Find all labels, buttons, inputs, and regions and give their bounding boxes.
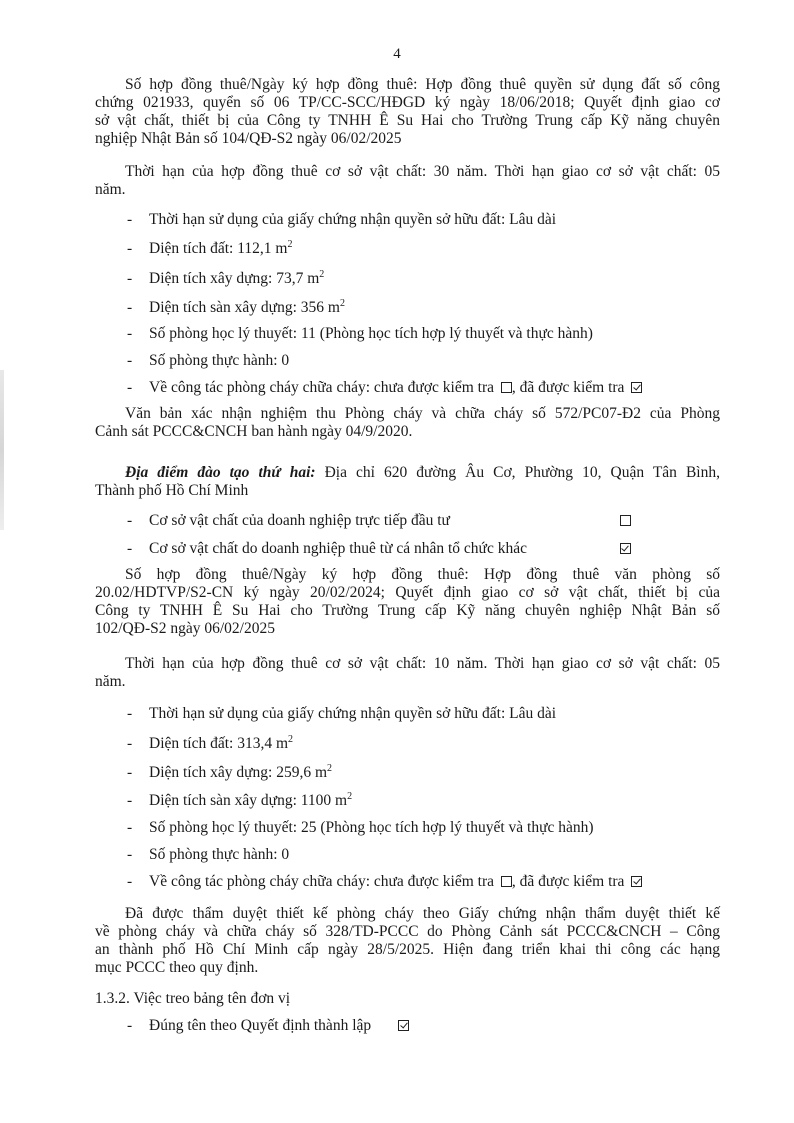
- site2-approval-line-1: Đã được thẩm duyệt thiết kế phòng cháy theo Giấy chứng nhận thẩm duyệt thiết kế: [125, 905, 720, 922]
- site1-theory-rooms: - Số phòng học lý thuyết: 11 (Phòng học tích hợp lý thuyết và thực hành): [127, 325, 593, 342]
- unchecked-box-icon: [501, 876, 512, 887]
- section-132-title: 1.3.2. Việc treo bảng tên đơn vị: [95, 990, 291, 1007]
- site2-contract-line-2: 20.02/HDTVP/S2-CN ký ngày 20/02/2024; Quyết định giao cơ sở vật chất, thiết bị của: [95, 584, 720, 601]
- site2-leased: - Cơ sở vật chất do doanh nghiệp thuê từ cá nhân tổ chức khác: [127, 540, 527, 557]
- checked-box-icon: [620, 543, 631, 554]
- site1-contract-line-1: Số hợp đồng thuê/Ngày ký hợp đồng thuê: Hợp đồng thuê quyền sử dụng đất số công: [125, 76, 720, 93]
- site2-floor-area: - Diện tích sàn xây dựng: 1100 $m^2$: [127, 791, 353, 809]
- unchecked-box-icon: [620, 515, 631, 526]
- site1-contract-paragraph: [95, 76, 720, 148]
- site2-approval-line-2: về phòng cháy và chữa cháy số 328/TD-PCCC do Phòng Cảnh sát PCCC&CNCH – Công: [95, 923, 720, 940]
- checked-box-icon: [631, 382, 642, 393]
- site2-term-line-2: năm.: [95, 673, 126, 690]
- site1-floor-area: - Diện tích sàn xây dựng: 356 $m^2$: [127, 298, 345, 316]
- site2-term-paragraph: [95, 655, 720, 691]
- site2-address-line-1: Địa điểm đào tạo thứ hai: Địa chỉ 620 đường Âu Cơ, Phường 10, Quận Tân Bình,: [125, 464, 720, 481]
- site2-approval-paragraph: [95, 905, 720, 977]
- site1-acceptance-line-2: Cảnh sát PCCC&CNCH ban hành ngày 04/9/2020.: [95, 423, 413, 440]
- section-132-item: - Đúng tên theo Quyết định thành lập: [127, 1017, 409, 1035]
- page-number: 4: [393, 46, 401, 62]
- site1-fire-inspection: - Về công tác phòng cháy chữa cháy: chưa được kiểm tra , đã được kiểm tra: [127, 379, 642, 397]
- site1-acceptance-paragraph: [95, 405, 720, 441]
- site2-address-line-2: Thành phố Hồ Chí Minh: [95, 482, 249, 499]
- checked-box-icon: [631, 876, 642, 887]
- site2-contract-paragraph: [95, 566, 720, 638]
- site1-building-area: - Diện tích xây dựng: 73,7 $m^2$: [127, 269, 325, 287]
- site2-approval-line-3: an thành phố Hồ Chí Minh cấp ngày 28/5/2025. Hiện đang triển khai thi công các hạng: [95, 941, 720, 958]
- checked-box-icon: [398, 1020, 409, 1031]
- site1-contract-line-4: nghiệp Nhật Bản số 104/QĐ-S2 ngày 06/02/2025: [95, 130, 402, 147]
- unchecked-box-icon: [501, 382, 512, 393]
- site1-term-line-1: Thời hạn của hợp đồng thuê cơ sở vật chất: 30 năm. Thời hạn giao cơ sở vật chất: 05: [125, 163, 720, 180]
- site2-land-area: - Diện tích đất: 313,4 $m^2$: [127, 734, 294, 752]
- site1-term-paragraph: [95, 163, 720, 199]
- site1-land-area: - Diện tích đất: 112,1 $m^2$: [127, 239, 293, 257]
- site2-contract-line-4: 102/QĐ-S2 ngày 06/02/2025: [95, 620, 275, 637]
- site2-contract-line-1: Số hợp đồng thuê/Ngày ký hợp đồng thuê: Hợp đồng thuê văn phòng số: [125, 566, 720, 583]
- site2-land-use-term: - Thời hạn sử dụng của giấy chứng nhận quyền sở hữu đất: Lâu dài: [127, 705, 557, 722]
- site2-theory-rooms: - Số phòng học lý thuyết: 25 (Phòng học tích hợp lý thuyết và thực hành): [127, 819, 594, 836]
- site2-address-paragraph: [95, 464, 720, 500]
- site1-land-use-term: - Thời hạn sử dụng của giấy chứng nhận quyền sở hữu đất: Lâu dài: [127, 211, 557, 228]
- site2-fire-inspection: - Về công tác phòng cháy chữa cháy: chưa được kiểm tra , đã được kiểm tra: [127, 873, 642, 891]
- site2-building-area: - Diện tích xây dựng: 259,6 $m^2$: [127, 763, 333, 781]
- site1-contract-line-3: sở vật chất, thiết bị của Công ty TNHH Ê Su Hai cho Trường Trung cấp Kỹ năng chuyên: [95, 112, 720, 129]
- site1-term-line-2: năm.: [95, 181, 126, 198]
- site1-contract-line-2: chứng 021933, quyển số 06 TP/CC-SCC/HĐGD ký ngày 18/06/2018; Quyết định giao cơ: [95, 94, 720, 111]
- site2-approval-line-4: mục PCCC theo quy định.: [95, 959, 259, 976]
- site2-practice-rooms: - Số phòng thực hành: 0: [127, 846, 290, 863]
- scan-edge-shadow: [0, 370, 4, 530]
- site1-acceptance-line-1: Văn bản xác nhận nghiệm thu Phòng cháy và chữa cháy số 572/PC07-Đ2 của Phòng: [125, 405, 720, 422]
- site2-heading: Địa điểm đào tạo thứ hai:: [125, 464, 316, 481]
- site2-contract-line-3: Công ty TNHH Ê Su Hai cho Trường Trung cấp Kỹ năng chuyên nghiệp Nhật Bản số: [95, 602, 720, 619]
- site1-practice-rooms: - Số phòng thực hành: 0: [127, 352, 290, 369]
- site2-own-invest: - Cơ sở vật chất của doanh nghiệp trực tiếp đầu tư: [127, 512, 450, 529]
- site2-term-line-1: Thời hạn của hợp đồng thuê cơ sở vật chất: 10 năm. Thời hạn giao cơ sở vật chất: 05: [125, 655, 720, 672]
